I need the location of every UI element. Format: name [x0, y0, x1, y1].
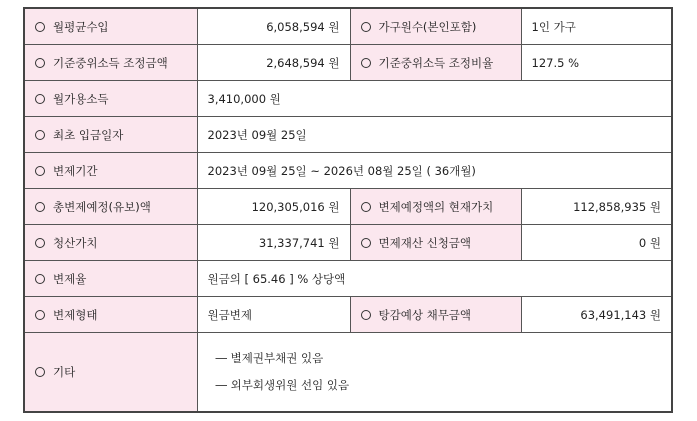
label-expected-forgiveness: 탕감예상 채무금액 — [378, 307, 472, 322]
label-cell — [350, 225, 521, 261]
circle-bullet-icon — [35, 238, 45, 248]
value-household-size: 1인 가구 — [521, 8, 672, 45]
value-repayment-type: 원금변제 — [197, 297, 350, 333]
label-repayment-type: 변제형태 — [53, 307, 98, 322]
value-repayment-period: 2023년 09월 25일 ~ 2026년 08월 25일 ( 36개월) — [197, 153, 672, 189]
value-total-repayment: 120,305,016 원 — [197, 189, 350, 225]
label-cell — [24, 189, 197, 225]
label-available-income: 월가용소득 — [53, 91, 109, 106]
label-repayment-period: 변제기간 — [53, 163, 98, 178]
repayment-summary-table — [23, 7, 673, 413]
label-present-value: 변제예정액의 현재가치 — [378, 199, 494, 214]
other-notes-cell — [197, 333, 672, 413]
circle-bullet-icon — [361, 310, 371, 320]
value-repayment-rate: 원금의 [ 65.46 ] % 상당액 — [197, 261, 672, 297]
label-cell — [24, 81, 197, 117]
label-cell — [24, 297, 197, 333]
circle-bullet-icon — [35, 94, 45, 104]
value-present-value: 112,858,935 원 — [521, 189, 672, 225]
value-first-deposit: 2023년 09월 25일 — [197, 117, 672, 153]
value-liquidation-value: 31,337,741 원 — [197, 225, 350, 261]
circle-bullet-icon — [35, 58, 45, 68]
row-monthly-income — [24, 8, 672, 45]
label-cell — [24, 153, 197, 189]
label-household-size: 가구원수(본인포함) — [378, 19, 477, 34]
circle-bullet-icon — [35, 310, 45, 320]
circle-bullet-icon — [361, 58, 371, 68]
label-monthly-income: 월평균수입 — [53, 19, 109, 34]
label-cell — [350, 8, 521, 45]
value-expected-forgiveness: 63,491,143 원 — [521, 297, 672, 333]
value-available-income: 3,410,000 원 — [197, 81, 672, 117]
note-secured-claims: ― 별제권부채권 있음 — [215, 351, 324, 365]
row-total-repayment — [24, 189, 672, 225]
label-first-deposit: 최초 입금일자 — [53, 127, 124, 142]
label-total-repayment: 총변제예정(유보)액 — [53, 199, 151, 214]
circle-bullet-icon — [35, 166, 45, 176]
label-cell — [24, 261, 197, 297]
label-cell — [24, 117, 197, 153]
label-cell — [24, 45, 197, 81]
label-cell — [24, 333, 197, 413]
circle-bullet-icon — [361, 202, 371, 212]
circle-bullet-icon — [361, 238, 371, 248]
row-first-deposit — [24, 117, 672, 153]
value-median-adjust-ratio: 127.5 % — [521, 45, 672, 81]
row-other — [24, 333, 672, 413]
circle-bullet-icon — [35, 202, 45, 212]
label-cell — [24, 8, 197, 45]
row-repayment-rate — [24, 261, 672, 297]
label-exempt-property: 면제재산 신청금액 — [378, 235, 472, 250]
row-liquidation-value — [24, 225, 672, 261]
row-available-income — [24, 81, 672, 117]
label-liquidation-value: 청산가치 — [53, 235, 98, 250]
circle-bullet-icon — [35, 367, 45, 377]
row-repayment-period — [24, 153, 672, 189]
row-repayment-type — [24, 297, 672, 333]
label-cell — [24, 225, 197, 261]
circle-bullet-icon — [35, 274, 45, 284]
row-median-income-adjust — [24, 45, 672, 81]
label-repayment-rate: 변제율 — [53, 271, 87, 286]
value-monthly-income: 6,058,594 원 — [197, 8, 350, 45]
value-exempt-property: 0 원 — [521, 225, 672, 261]
note-external-trustee: ― 외부회생위원 선임 있음 — [215, 378, 350, 392]
circle-bullet-icon — [361, 22, 371, 32]
label-cell — [350, 297, 521, 333]
label-cell — [350, 189, 521, 225]
value-median-adjust-amount: 2,648,594 원 — [197, 45, 350, 81]
label-median-adjust-ratio: 기준중위소득 조정비율 — [378, 55, 494, 70]
label-other: 기타 — [53, 365, 76, 379]
label-cell — [350, 45, 521, 81]
circle-bullet-icon — [35, 22, 45, 32]
label-median-adjust-amount: 기준중위소득 조정금액 — [53, 55, 168, 70]
circle-bullet-icon — [35, 130, 45, 140]
